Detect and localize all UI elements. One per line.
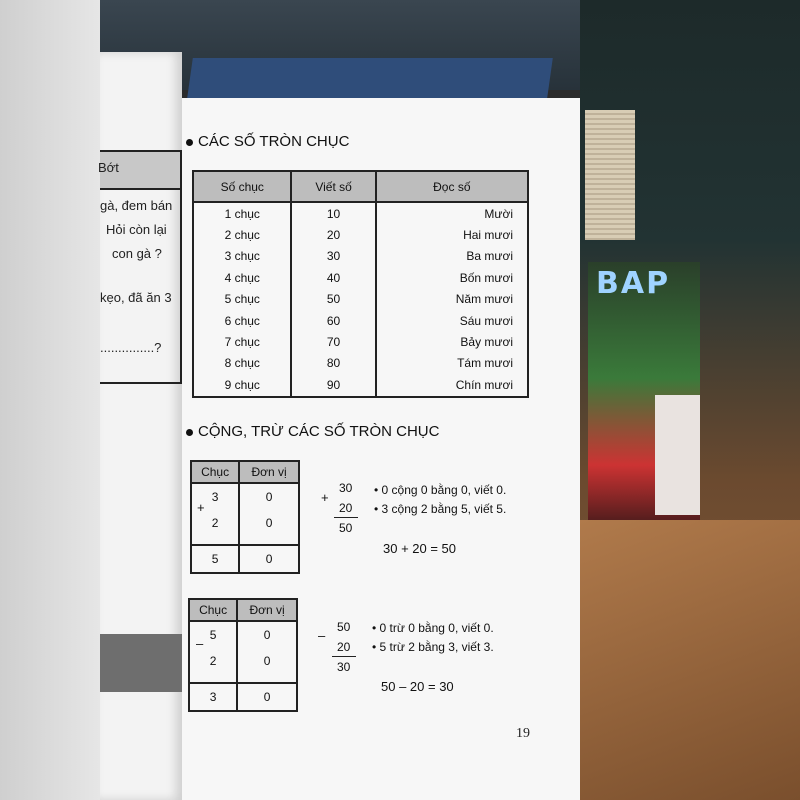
operand: 20: [337, 640, 351, 654]
doc-so-cell: Bốn mươi: [376, 267, 528, 288]
step-text: • 3 cộng 2 bằng 5, viết 5.: [374, 502, 507, 516]
background-book-stack: [585, 110, 635, 240]
table-row: [193, 374, 528, 396]
left-line: Hỏi còn lại: [106, 222, 167, 237]
viet-so-cell: 80: [291, 353, 375, 374]
viet-so-cell: 40: [291, 267, 375, 288]
result: 50: [339, 521, 353, 535]
step-text: • 5 trừ 2 bằng 3, viết 3.: [372, 640, 494, 654]
doc-so-cell: Chín mươi: [376, 374, 528, 396]
viet-so-cell: 30: [291, 246, 375, 267]
col-header: Chục: [189, 599, 237, 621]
cell: 3: [191, 483, 239, 510]
col-header: Chục: [191, 461, 239, 483]
sum-line: [334, 517, 358, 518]
background-blue-book: [187, 58, 553, 98]
cell: 3: [189, 683, 237, 711]
operand: 30: [339, 481, 353, 495]
so-chuc-cell: 3 chục: [193, 246, 291, 267]
bullet-icon: [186, 429, 193, 436]
difference-line: [332, 656, 356, 657]
doc-so-cell: Sáu mươi: [376, 310, 528, 331]
page-number: 19: [516, 726, 530, 741]
viet-so-cell: 90: [291, 374, 375, 396]
background-left: [0, 0, 100, 800]
cell: 0: [237, 621, 297, 648]
table-row: [193, 267, 528, 288]
cell: 5: [189, 621, 237, 648]
result: 30: [337, 660, 351, 674]
viet-so-cell: 60: [291, 310, 375, 331]
so-chuc-cell: 9 chục: [193, 374, 291, 396]
table-row: [193, 310, 528, 331]
so-chuc-cell: 5 chục: [193, 289, 291, 310]
operand: 50: [337, 620, 351, 634]
left-line: ...............?: [100, 340, 162, 355]
cell: 5: [191, 545, 239, 573]
doc-so-cell: Bảy mươi: [376, 331, 528, 352]
step-text: • 0 trừ 0 bằng 0, viết 0.: [372, 621, 494, 635]
minus-sign: –: [318, 628, 326, 643]
doc-so-cell: Năm mươi: [376, 289, 528, 310]
viet-so-cell: 70: [291, 331, 375, 352]
bullet-icon: [186, 139, 193, 146]
round-tens-table: [192, 170, 529, 398]
so-chuc-cell: 2 chục: [193, 224, 291, 245]
viet-so-cell: 20: [291, 224, 375, 245]
table-row: [193, 202, 528, 224]
subtraction-place-value-table: [188, 598, 298, 712]
so-chuc-cell: 7 chục: [193, 331, 291, 352]
col-header: Số chục: [193, 171, 291, 202]
left-header: Bớt: [98, 160, 119, 175]
table-row: [193, 353, 528, 374]
col-header: Đơn vị: [239, 461, 299, 483]
viet-so-cell: 50: [291, 289, 375, 310]
col-header: Viết số: [291, 171, 375, 202]
cover-text: BAP: [596, 266, 671, 301]
cell: 2: [189, 648, 237, 674]
cell: 0: [237, 648, 297, 674]
doc-so-cell: Hai mươi: [376, 224, 528, 245]
so-chuc-cell: 8 chục: [193, 353, 291, 374]
viet-so-cell: 10: [291, 202, 375, 224]
table-row: [193, 224, 528, 245]
cell: 0: [237, 683, 297, 711]
background-table: [580, 520, 800, 800]
col-header: Đơn vị: [237, 599, 297, 621]
left-line: con gà ?: [112, 246, 162, 261]
table-row: [193, 246, 528, 267]
plus-sign: +: [197, 500, 205, 515]
step-text: • 0 cộng 0 bằng 0, viết 0.: [374, 483, 507, 497]
background-book-corner: [655, 395, 700, 515]
so-chuc-cell: 6 chục: [193, 310, 291, 331]
minus-sign: –: [196, 636, 204, 651]
table-row: [193, 289, 528, 310]
cell: 0: [239, 483, 299, 510]
section-title-round-tens: CÁC SỐ TRÒN CHỤC: [186, 133, 349, 150]
table-row: [193, 331, 528, 352]
section-title-add-subtract: CỘNG, TRỪ CÁC SỐ TRÒN CHỤC: [186, 423, 439, 440]
plus-sign: +: [321, 490, 329, 505]
left-page-band: [100, 634, 182, 692]
doc-so-cell: Ba mươi: [376, 246, 528, 267]
cell: 0: [239, 545, 299, 573]
doc-so-cell: Mười: [376, 202, 528, 224]
left-line: gà, đem bán: [100, 198, 173, 213]
so-chuc-cell: 4 chục: [193, 267, 291, 288]
cell: 2: [191, 510, 239, 536]
so-chuc-cell: 1 chục: [193, 202, 291, 224]
left-line: kẹo, đã ăn 3: [100, 290, 172, 305]
doc-so-cell: Tám mươi: [376, 353, 528, 374]
operand: 20: [339, 501, 353, 515]
addition-place-value-table: [190, 460, 300, 574]
cell: 0: [239, 510, 299, 536]
equation: 50 – 20 = 30: [381, 679, 454, 694]
col-header: Đọc số: [376, 171, 528, 202]
equation: 30 + 20 = 50: [383, 541, 457, 556]
